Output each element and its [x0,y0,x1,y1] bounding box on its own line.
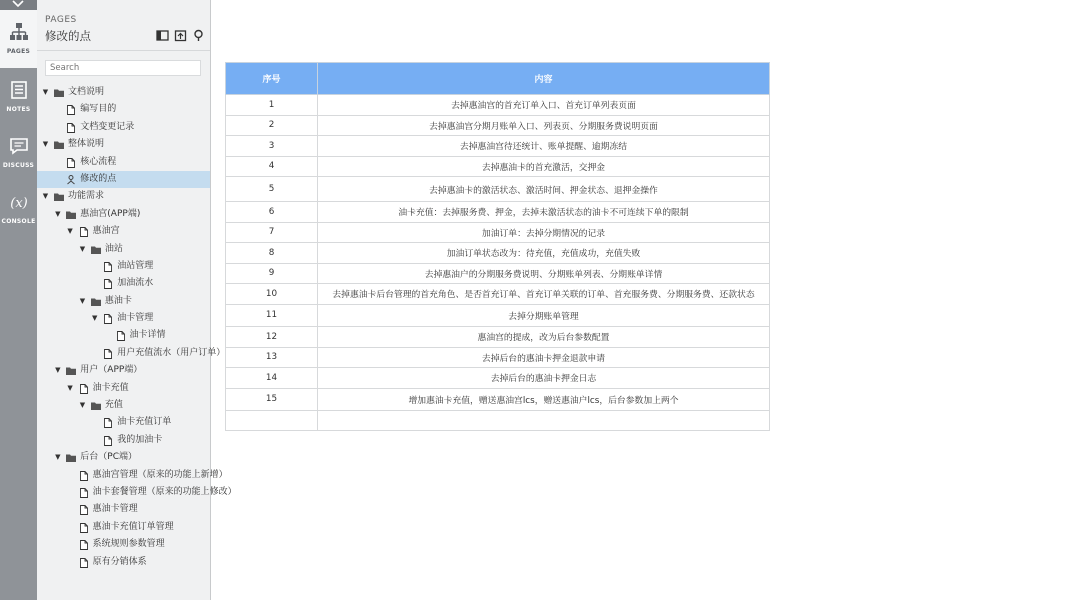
page-icon [66,158,76,168]
page-icon [79,227,89,237]
page-icon [79,558,89,568]
column-header-number: 序号 [226,63,318,95]
expand-arrow-icon[interactable]: ▼ [67,383,73,392]
row-number-cell: 2 [226,115,318,136]
table-row [226,243,770,264]
row-content-cell: 去掉分期账单管理 [318,304,770,327]
tree-item[interactable] [37,554,210,571]
page-icon [79,523,89,533]
tree-item[interactable] [37,467,228,484]
table-row [226,177,770,202]
changes-table [225,62,770,431]
folder-icon [91,401,101,411]
row-content-cell: 去掉惠油宫待还统计、账单提醒、逾期冻结 [318,136,770,157]
expand-arrow-icon[interactable]: ▼ [91,314,98,323]
split-view-icon[interactable] [156,29,169,42]
discuss-icon [9,136,29,156]
row-content-cell: 加油订单状态改为：待充值，充值成功，充值失败 [318,243,770,264]
panel-divider [37,50,210,51]
flow-icon [66,175,76,185]
tree-item[interactable] [37,362,210,379]
folder-icon [91,245,101,255]
tree-item-label: 修改的点 [80,173,117,184]
tree-item-label: 油卡详情 [129,330,166,341]
row-number-cell: 9 [226,263,318,284]
page-icon [79,540,89,550]
tree-item[interactable] [37,84,210,101]
tree-item[interactable] [37,536,210,553]
expand-arrow-icon[interactable]: ▼ [42,192,49,201]
tree-item-label: 用户（APP端） [80,365,143,376]
folder-icon [54,88,64,98]
tree-item[interactable] [37,206,210,223]
page-icon [103,279,113,289]
page-icon [79,384,89,394]
table-row [226,156,770,177]
tree-item-label: 惠油卡充值订单管理 [92,521,174,532]
tree-item-label: 惠油卡 [104,295,132,306]
page-icon [79,505,89,515]
row-content-cell: 去掉惠油卡后台管理的首充角色、是否首充订单、首充订单关联的订单、首充服务费、分期服务费、还款状态 [318,284,770,305]
folder-icon [66,366,76,376]
row-content-cell: 去掉惠油宫的首充订单入口、首充订单列表页面 [318,95,770,116]
table-row [226,202,770,223]
page-icon [103,418,113,428]
map-pin-icon[interactable] [192,29,205,42]
page-icon [103,262,113,272]
row-content-cell: 加油订单：去掉分期情况的记录 [318,222,770,243]
page-icon [103,349,113,359]
table-row [226,327,770,348]
export-icon[interactable] [174,29,187,42]
tree-item[interactable] [37,432,210,449]
tree-item-label: 惠油卡管理 [92,504,138,515]
tree-item-label: 油站管理 [117,260,154,271]
folder-icon [66,210,76,220]
table-row [226,222,770,243]
tree-item-label: 油卡管理 [117,313,154,324]
tree-item[interactable] [37,101,210,118]
row-number-cell: 12 [226,327,318,348]
tree-item[interactable] [37,484,237,501]
row-number-cell: 14 [226,368,318,389]
row-number-cell: 5 [226,177,318,202]
tree-item[interactable] [37,171,210,188]
row-number-cell: 15 [226,388,318,410]
tree-item-label: 核心流程 [80,156,117,167]
tree-item[interactable] [37,241,210,258]
tree-item-label: 后台（PC端） [80,452,138,463]
tree-item-label: 文档说明 [68,87,105,97]
panel-toolbar [156,29,205,42]
row-number-cell: 1 [226,95,318,116]
table-row [226,368,770,389]
tree-item-label: 油卡套餐管理（原来的功能上修改） [92,486,237,497]
chevron-down-icon [0,0,37,10]
table-row [226,263,770,284]
row-content-cell: 去掉惠油户的分期服务费说明、分期账单列表、分期账单详情 [318,263,770,284]
row-number-cell [226,410,318,430]
tree-item[interactable] [37,380,210,397]
row-content-cell: 去掉惠油卡的激活状态、激活时间、押金状态、退押金操作 [318,177,770,202]
tree-item-label: 编写目的 [80,104,117,115]
row-content-cell: 惠油宫的提成，改为后台参数配置 [318,327,770,348]
table-header-row [226,63,770,95]
row-number-cell: 6 [226,202,318,223]
expand-arrow-icon[interactable]: ▼ [79,244,86,253]
svg-text:(x): (x) [9,196,28,211]
row-number-cell: 13 [226,347,318,368]
page-icon [103,314,113,324]
tree-item-label: 油卡充值订单 [117,417,172,428]
row-number-cell: 8 [226,243,318,264]
tree-item-label: 功能需求 [68,191,105,202]
tree-item-label: 原有分销体系 [92,556,147,567]
tree-item-label: 文档变更记录 [80,121,135,132]
tree-item[interactable] [37,345,226,362]
row-content-cell: 去掉后台的惠油卡押金退款申请 [318,347,770,368]
tree-item[interactable] [37,258,210,275]
rail-notes-label: NOTES [6,106,31,113]
tree-item[interactable] [37,310,210,327]
tree-item-label: 系统规则参数管理 [92,539,165,550]
table-row [226,284,770,305]
page-icon [66,123,76,133]
table-row [226,136,770,157]
variable-icon [9,192,29,212]
row-content-cell: 去掉惠油宫分期月账单入口、列表页、分期服务费说明页面 [318,115,770,136]
row-number-cell: 7 [226,222,318,243]
row-content-cell: 增加惠油卡充值，赠送惠油宫lcs，赠送惠油户lcs，后台参数加上两个 [318,388,770,410]
tree-item-label: 整体说明 [68,139,105,150]
row-number-cell: 11 [226,304,318,327]
tree-item-label: 油卡充值 [92,382,129,393]
table-row [226,410,770,430]
tree-item-label: 加油流水 [117,278,154,289]
table-row [226,347,770,368]
notes-icon [9,80,29,100]
page-icon [66,105,76,115]
expand-arrow-icon[interactable]: ▼ [42,140,49,149]
search-input[interactable] [45,60,201,76]
tree-item[interactable] [37,519,210,536]
tree-item-label: 充值 [104,400,123,411]
row-content-cell: 去掉惠油卡的首充激活，交押金 [318,156,770,177]
row-number-cell: 10 [226,284,318,305]
rail-pages-label: PAGES [6,48,31,55]
row-content-cell: 油卡充值：去掉服务费、押金，去掉未激活状态的油卡不可连续下单的限制 [318,202,770,223]
tree-item[interactable] [37,501,210,518]
row-content-cell [318,410,770,430]
sitemap-icon [9,22,29,42]
row-number-cell: 3 [226,136,318,157]
folder-icon [91,297,101,307]
row-number-cell: 4 [226,156,318,177]
expand-arrow-icon[interactable]: ▼ [55,366,61,375]
tree-item-label: 油站 [104,243,123,254]
table-row [226,95,770,116]
folder-icon [66,453,76,463]
tree-item-label: 惠油宫(APP端) [80,208,141,219]
expand-arrow-icon[interactable]: ▼ [79,401,86,410]
tree-item[interactable] [37,293,210,310]
tree-item[interactable] [37,136,210,153]
expand-arrow-icon[interactable]: ▼ [55,453,61,462]
row-content-cell: 去掉后台的惠油卡押金日志 [318,368,770,389]
page-tree [37,84,237,571]
table-row [226,304,770,327]
rail-pages-button[interactable] [0,10,37,68]
page-icon [116,331,126,341]
tree-item[interactable] [37,223,210,240]
column-header-content: 内容 [318,63,770,95]
tree-item[interactable] [37,188,210,205]
tree-item[interactable] [37,119,210,136]
page-icon [79,488,89,498]
rail-discuss-button[interactable] [0,124,37,182]
rail-discuss-label: DISCUSS [2,162,35,169]
folder-icon [54,140,64,150]
expand-arrow-icon[interactable]: ▼ [42,88,49,96]
tree-item[interactable] [37,414,210,431]
tree-item[interactable] [37,154,210,171]
expand-arrow-icon[interactable]: ▼ [55,209,61,218]
left-rail [0,0,37,600]
rail-console-button[interactable] [0,180,37,238]
tree-item-label: 用户充值流水（用户订单） [117,347,226,358]
tree-item-label: 惠油宫管理（原来的功能上新增） [92,469,228,480]
table-row [226,115,770,136]
tree-item[interactable] [37,449,210,466]
tree-item[interactable] [37,275,210,292]
collapse-toggle[interactable] [0,0,37,10]
pages-panel [37,0,237,600]
panel-caption: PAGES [45,15,77,25]
table-row [226,388,770,410]
page-icon [103,436,113,446]
rail-console-label: CONSOLE [1,218,36,225]
tree-item[interactable] [37,327,210,344]
tree-item[interactable] [37,397,210,414]
expand-arrow-icon[interactable]: ▼ [79,296,86,305]
page-title: 修改的点 [45,29,91,43]
tree-item-label: 我的加油卡 [117,434,163,445]
tree-item-label: 惠油宫 [92,226,120,237]
folder-icon [54,192,64,202]
expand-arrow-icon[interactable]: ▼ [67,227,73,236]
page-icon [79,471,89,481]
rail-notes-button[interactable] [0,68,37,126]
